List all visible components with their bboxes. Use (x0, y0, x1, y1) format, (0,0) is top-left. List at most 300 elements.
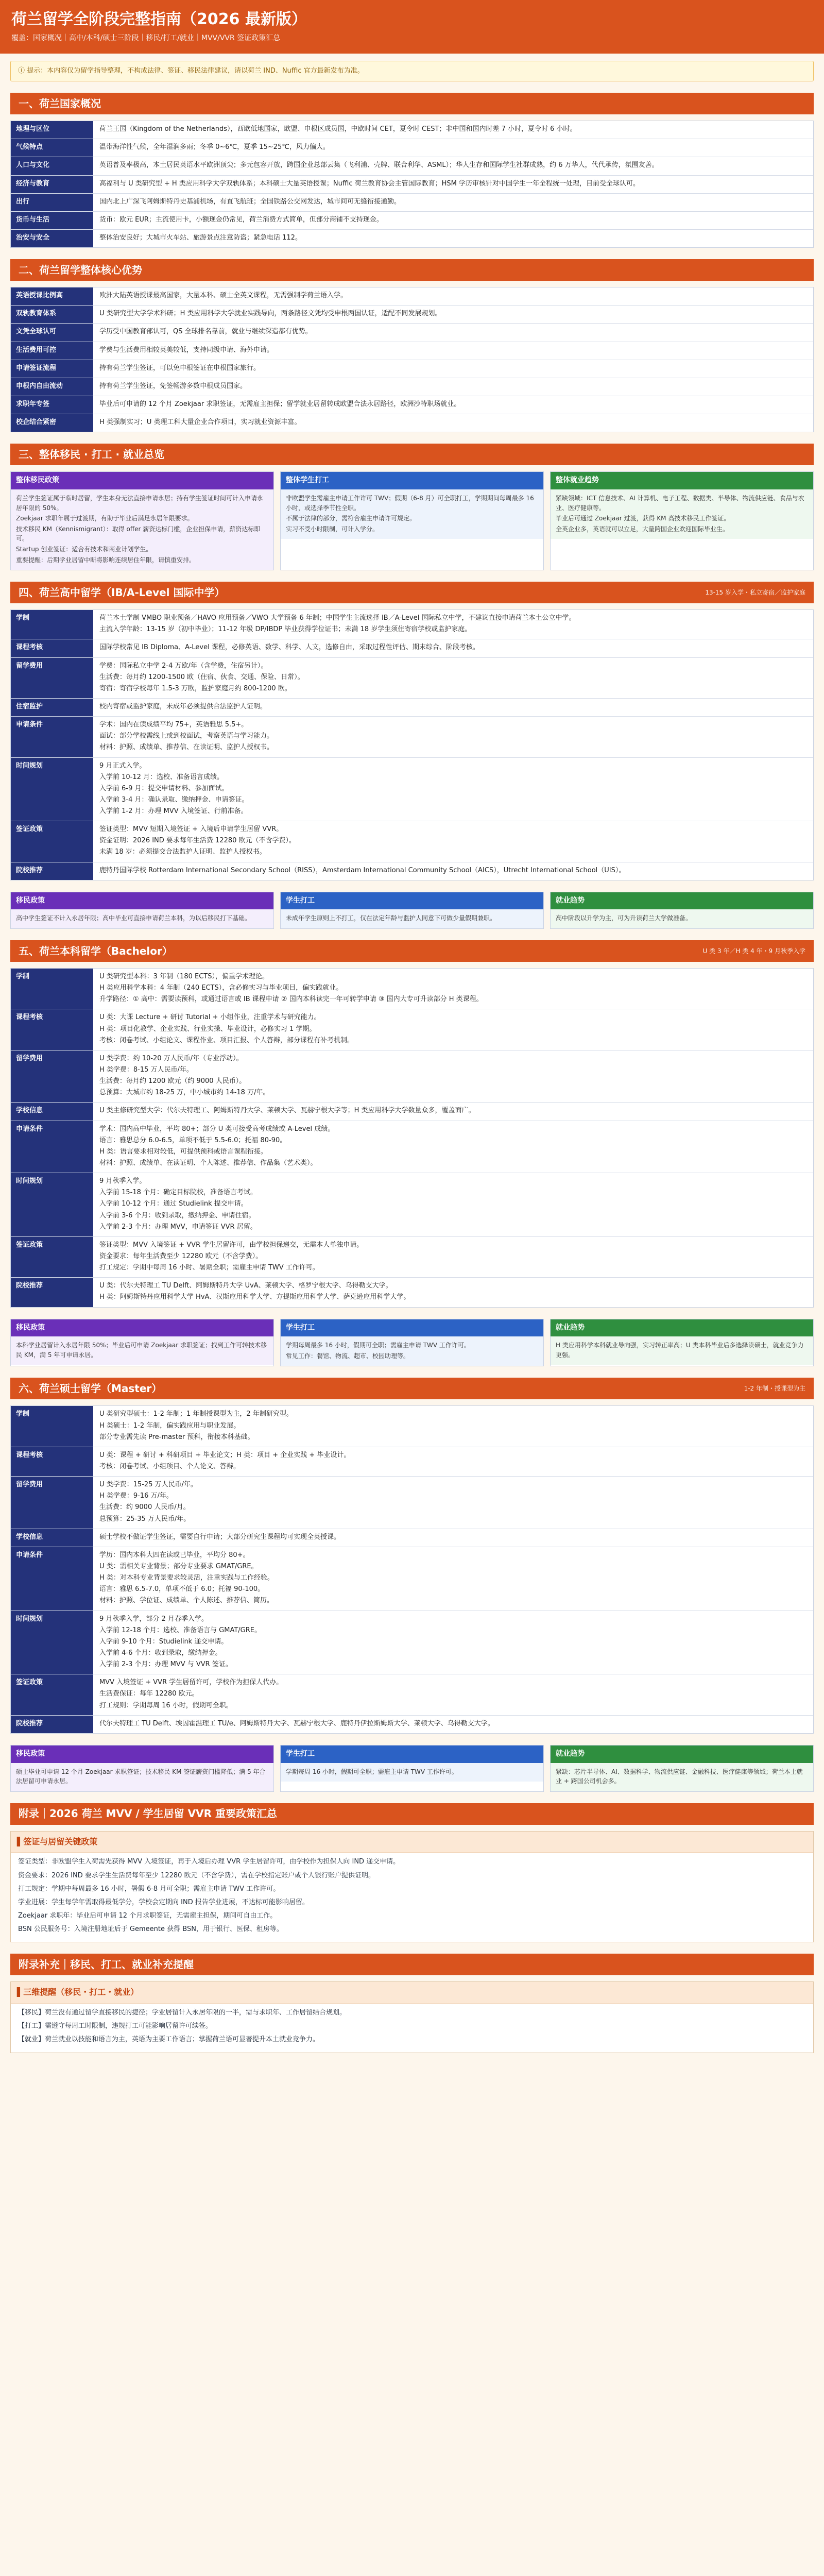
info-table (10, 287, 814, 432)
row-text: 欧洲大陆英语授课最高国家，大量本科、硕士全英文课程，无需强制学荷兰语入学。 (99, 292, 348, 300)
card-group (10, 892, 814, 929)
row-value (93, 1278, 813, 1307)
row-value (93, 1237, 813, 1277)
row-value (93, 758, 813, 821)
card-text: H 类应用科学本科就业导向强，实习转正率高；U 类本科毕业后多选择读硕士，就业竞争力更强。 (556, 1342, 804, 1359)
table-row (11, 658, 813, 699)
row-value (93, 658, 813, 698)
row-value (93, 1447, 813, 1476)
row-text: H 类强制实习；U 类理工科大量企业合作项目，实习就业资源丰富。 (99, 418, 301, 427)
section-title: 附录补充｜移民、打工、就业补充提醒 (19, 1958, 194, 1971)
row-label: 货币与生活 (11, 212, 93, 229)
card-title: 整体学生打工 (281, 472, 543, 489)
row-label: 留学费用 (11, 1477, 93, 1529)
row-text: MVV 入境签证 + VVR 学生居留许可，学校作为担保人代办。 (99, 1679, 283, 1687)
policy-heading: ▌签证与居留关键政策 (11, 1832, 813, 1853)
row-value (93, 1529, 813, 1547)
page-title: 荷兰留学全阶段完整指南（2026 最新版） (11, 10, 307, 28)
card-text: 紧缺领域：ICT 信息技术、AI 计算机、电子工程、数据类、半导体、物流供应链、食品与农业、医疗健康等。 (556, 494, 804, 512)
card-text: 实习不受小时限制，可计入学分。 (286, 525, 379, 533)
row-text: 学费：国际私立中学 2-4 万欧/年（含学费，住宿另计）。 (99, 662, 268, 670)
info-table (10, 968, 814, 1308)
row-text: 资金证明：2026 IND 要求每年生活费 12280 欧元（不含学费）。 (99, 837, 296, 845)
table-row (11, 862, 813, 880)
section-header (10, 1954, 814, 1975)
row-value (93, 699, 813, 716)
row-value (93, 717, 813, 757)
section-header (10, 444, 814, 465)
row-text: 毕业后可申请的 12 个月 Zoekjaar 求职签证，无需雇主担保；留学就业居留转成欧盟合法永居路径，欧洲沙特职场就业。 (99, 400, 461, 408)
card-body (281, 1336, 543, 1366)
row-value (93, 230, 813, 247)
row-value (93, 324, 813, 341)
section-title: 二、荷兰留学整体核心优势 (19, 263, 142, 276)
policy-text: 【移民】荷兰没有通过留学直接移民的捷径；学业居留计入永居年限的一半，需与求职年、工作居留结合规划。 (18, 2009, 347, 2017)
table-row (11, 230, 813, 247)
card-text: 高中阶段以升学为主，可为升读荷兰大学做准备。 (556, 914, 692, 922)
section-header (10, 259, 814, 281)
row-value (93, 378, 813, 396)
table-row (11, 639, 813, 657)
section-header (10, 1378, 814, 1399)
info-card (10, 1319, 274, 1367)
row-text: 代尔夫特理工 TU Delft、埃因霍温理工 TU/e、阿姆斯特丹大学、瓦赫宁根大学、鹿特丹伊拉斯姆斯大学、莱顿大学、乌得勒支大学。 (99, 1719, 494, 1727)
row-label: 申请条件 (11, 717, 93, 757)
row-text: 学术：国内在读成绩平均 75+，英语雅思 5.5+。 (99, 721, 248, 729)
row-label: 院校推荐 (11, 862, 93, 880)
section-title: 附录｜2026 荷兰 MVV / 学生居留 VVR 重要政策汇总 (19, 1807, 277, 1820)
row-label: 院校推荐 (11, 1716, 93, 1733)
card-text: 毕业后可通过 Zoekjaar 过渡，获得 KM 高技术移民工作签证。 (556, 515, 730, 522)
policy-text: 学业进展：学生每学年需取得最低学分，学校会定期向 IND 报告学业进展，不达标可能影响居留。 (18, 1898, 309, 1906)
table-row (11, 360, 813, 378)
section-header (10, 582, 814, 603)
table-row (11, 324, 813, 342)
table-row (11, 1121, 813, 1174)
row-label: 出行 (11, 194, 93, 211)
table-row (11, 1406, 813, 1447)
table-row (11, 610, 813, 639)
card-title: 学生打工 (281, 1745, 543, 1763)
card-text: 全英企业多，英语就可以立足，大量跨国企业欢迎国际毕业生。 (556, 525, 729, 533)
row-text: U 类：大课 Lecture + 研讨 Tutorial + 小组作业，注重学术与研究能力。 (99, 1013, 321, 1022)
row-text: 入学前 10-12 月：选校、准备语言成绩。 (99, 773, 224, 781)
card-title: 就业趋势 (551, 892, 813, 910)
card-group (10, 1319, 814, 1367)
row-text: H 类硕士：1-2 年制，偏实践应用与职业发展。 (99, 1421, 241, 1430)
row-text: 升学路径：① 高中：需要读预科，或通过语言或 IB 课程申请 ② 国内本科读完一年可转学申请 ③ 国内大专可升读部分 H 类课程。 (99, 995, 483, 1004)
row-text: H 类：语言要求相对较低，可提供预科或语言课程衔接。 (99, 1147, 267, 1156)
row-text: 资金要求：每年生活费至少 12280 欧元（不含学费）。 (99, 1252, 263, 1260)
table-row (11, 121, 813, 139)
row-text: 主流入学年龄：13-15 岁（初中毕业）；11-12 年级 DP/IBDP 毕业获得学位证书；未满 18 岁学生须住寄宿学校或监护家庭。 (99, 625, 472, 634)
table-row (11, 342, 813, 360)
card-body (551, 489, 813, 539)
info-card (10, 471, 274, 570)
row-text: 学历：国内本科大四在读或已毕业，平均分 80+。 (99, 1551, 250, 1559)
table-row (11, 1716, 813, 1733)
card-text: Zoekjaar 求职年属于过渡期，有助于毕业后满足永居年限要求。 (16, 515, 194, 522)
policy-text: 打工规定：学期中每周最多 16 小时，暑假 6-8 月可全职；需雇主申请 TWV 工作许可。 (18, 1885, 280, 1893)
row-text: U 类：代尔夫特理工 TU Delft、阿姆斯特丹大学 UvA、莱顿大学、格罗宁根大学、乌得勒支大学。 (99, 1282, 392, 1290)
card-group (10, 1745, 814, 1792)
row-label: 申请条件 (11, 1121, 93, 1173)
policy-text: 资金要求：2026 IND 要求学生生活费每年至少 12280 欧元（不含学费），需在学校指定账户或个人银行账户提供证明。 (18, 1871, 375, 1879)
tip-banner: ⓘ 提示：本内容仅为留学指导整理，不构成法律、签证、移民法律建议，请以荷兰 IND、Nuffic 官方最新发布为准。 (10, 61, 814, 81)
section-header (10, 93, 814, 114)
table-row (11, 1173, 813, 1237)
section-title: 六、荷兰硕士留学（Master） (19, 1382, 162, 1395)
row-label: 签证政策 (11, 821, 93, 861)
policy-text: BSN 公民服务号：入境注册地址后于 Gemeente 获得 BSN，用于银行、医保、租房等。 (18, 1925, 283, 1934)
row-text: U 类主修研究型大学：代尔夫特理工、阿姆斯特丹大学、莱顿大学、瓦赫宁根大学等；H 类应用科学大学数量众多，覆盖面广。 (99, 1107, 475, 1115)
row-text: 持有荷兰学生签证，可以免申根签证在申根国家旅行。 (99, 364, 261, 372)
card-title: 整体就业趋势 (551, 472, 813, 489)
row-text: 总预算：大城市约 18-25 万，中小城市约 14-18 万/年。 (99, 1089, 270, 1097)
row-text: 温带海洋性气候，全年湿润多雨；冬季 0~6℃，夏季 15~25℃，风力偏大。 (99, 143, 330, 151)
row-text: U 类研究型本科：3 年制（180 ECTS），偏重学术理论。 (99, 973, 269, 981)
row-text: 语言：雅思 6.5-7.0，单项不低于 6.0；托福 90-100。 (99, 1585, 265, 1594)
section-note: U 类 3 年／H 类 4 年・9 月秋季入学 (702, 947, 805, 955)
row-text: 入学前 15-18 个月：确定目标院校，准备语言考试。 (99, 1189, 258, 1197)
card-body (281, 909, 543, 928)
card-text: 硕士毕业可申请 12 个月 Zoekjaar 求职签证；技术移民 KM 签证薪资门槛降低；满 5 年合法居留可申请永居。 (16, 1768, 266, 1785)
row-value (93, 157, 813, 175)
row-text: U 类研究型硕士：1-2 年制；1 年制授课型为主，2 年制研究型。 (99, 1410, 293, 1418)
row-text: 入学前 12-18 个月：选校、准备语言与 GMAT/GRE。 (99, 1626, 261, 1634)
row-text: U 类：需相关专业背景；部分专业要求 GMAT/GRE。 (99, 1562, 258, 1570)
table-row (11, 969, 813, 1009)
card-group (10, 471, 814, 570)
card-text: 高中学生签证不计入永居年限；高中毕业可直接申请荷兰本科，为以后移民打下基础。 (16, 914, 251, 922)
info-table (10, 121, 814, 248)
table-row (11, 396, 813, 414)
row-text: 学术：国内高中毕业，平均 80+；部分 U 类可接受高考成绩或 A-Level 成绩。 (99, 1125, 335, 1133)
row-text: U 类研究型大学学术科研；H 类应用科学大学就业实践导向，两条路径文凭均受申根两国认证，适配不同发展规划。 (99, 310, 442, 318)
card-text: 非欧盟学生需雇主申请工作许可 TWV；假期（6-8 月）可全职打工，学期期间每周最多 16 小时，或选择季节性全职。 (286, 494, 534, 512)
table-row (11, 1529, 813, 1547)
row-text: 生活费：每月约 1200 欧元（约 9000 人民币）。 (99, 1077, 246, 1086)
row-label: 人口与文化 (11, 157, 93, 175)
row-text: H 类：对本科专业背景要求较灵活，注重实践与工作经验。 (99, 1574, 274, 1582)
row-text: 9 月正式入学。 (99, 761, 146, 770)
row-text: 入学前 10-12 个月：通过 Studielink 提交申请。 (99, 1200, 248, 1208)
row-label: 申根内自由流动 (11, 378, 93, 396)
row-value (93, 139, 813, 157)
row-text: 入学前 3-6 个月：收到录取，缴纳押金、申请住宿。 (99, 1211, 255, 1219)
card-body (11, 489, 273, 570)
row-label: 学校信息 (11, 1529, 93, 1547)
row-text: 鹿特丹国际学校 Rotterdam International Secondary School（RISS），Amsterdam International Community School（AICS），Utrecht International School（UIS）。 (99, 866, 626, 874)
section-title: 五、荷兰本科留学（Bachelor） (19, 944, 173, 957)
row-text: U 类学费：15-25 万人民币/年。 (99, 1481, 197, 1489)
row-text: 整体治安良好；大城市火车站、旅游景点注意防盗；紧急电话 112。 (99, 233, 302, 242)
row-text: 高福利与 U 类研究型 + H 类应用科学大学双轨体系；本科硕士大量英语授课；Nuffic 荷兰教育协会主管国际教育；HSM 学历审核针对中国学生一年全程统一处理，目前受全球认可。 (99, 179, 640, 188)
row-text: 入学前 6-9 月：提交申请材料、参加面试。 (99, 784, 229, 792)
info-card (10, 1745, 274, 1792)
row-text: 签证类型：MVV 短期入境签证 + 入境后申请学生居留 VVR。 (99, 825, 283, 834)
row-text: 签证类型：MVV 入境签证 + VVR 学生居留许可，由学校担保递交，无需本人单独申请。 (99, 1241, 364, 1249)
row-text: 打工规则：学期每周 16 小时，假期可全职。 (99, 1701, 233, 1709)
section-title: 三、整体移民 · 打工 · 就业总览 (19, 448, 165, 461)
row-text: 面试：部分学校需线上或到校面试，考察英语与学习能力。 (99, 732, 274, 740)
row-text: 寄宿：寄宿学校每年 1.5-3 万欧，监护家庭月约 800-1200 欧。 (99, 684, 291, 692)
row-label: 求职年专签 (11, 396, 93, 414)
row-label: 时间规划 (11, 1173, 93, 1236)
card-title: 移民政策 (11, 892, 273, 910)
row-text: 入学前 3-4 月：确认录取、缴纳押金、申请签证。 (99, 795, 249, 804)
card-body (11, 1763, 273, 1791)
card-text: 未成年学生原则上不打工，仅在法定年龄与监护人同意下可做少量假期兼职。 (286, 914, 496, 922)
row-text: 入学前 1-2 月：办理 MVV 入境签证、行前准备。 (99, 807, 248, 816)
row-label: 课程考核 (11, 639, 93, 657)
row-text: 材料：护照、成绩单、在读证明、个人陈述、推荐信、作品集（艺术类）。 (99, 1159, 317, 1167)
policy-text: Zoekjaar 求职年：毕业后可申请 12 个月求职签证，无需雇主担保，期间可自由工作。 (18, 1912, 277, 1920)
info-card (10, 892, 274, 929)
table-row (11, 287, 813, 306)
table-row (11, 176, 813, 194)
policy-box (10, 1831, 814, 1943)
row-text: H 类：项目化教学、企业实践、行业实操、毕业设计，必修实习 1 学期。 (99, 1025, 316, 1033)
row-text: 货币：欧元 EUR；主流使用卡，小额现金仍常见，荷兰消费方式简单，但部分商铺不支持现金。 (99, 215, 383, 224)
row-label: 气候特点 (11, 139, 93, 157)
table-row (11, 1611, 813, 1675)
info-table (10, 1405, 814, 1733)
card-text: 技术移民 KM（Kennismigrant）：取得 offer 薪资达标门槛，企业担保申请，薪资达标即可。 (16, 525, 261, 543)
row-label: 学制 (11, 969, 93, 1009)
card-text: 本科学业居留计入永居年限 50%；毕业后可申请 Zoekjaar 求职签证；找到工作可转技术移民 KM，满 5 年可申请永居。 (16, 1342, 267, 1359)
row-label: 文凭全球认可 (11, 324, 93, 341)
row-text: 荷兰本土学制 VMBO 职业预备／HAVO 应用预备／VWO 大学预备 6 年制；中国学生主流选择 IB／A-Level 国际私立中学，不建议直接申请荷兰本土公立中学。 (99, 614, 576, 622)
info-card (280, 471, 544, 570)
row-label: 留学费用 (11, 658, 93, 698)
table-row (11, 414, 813, 432)
row-text: 部分专业需先读 Pre-master 预科，衔接本科基础。 (99, 1433, 254, 1441)
section-note: 13-15 岁入学・私立寄宿／监护家庭 (705, 588, 805, 596)
row-text: 9 月秋季入学，部分 2 月春季入学。 (99, 1615, 208, 1623)
info-card (550, 471, 814, 570)
row-value (93, 121, 813, 139)
card-body (551, 909, 813, 928)
card-body (281, 1763, 543, 1782)
section-note: 1-2 年制・授课型为主 (744, 1385, 805, 1393)
row-text: 入学前 2-3 个月：办理 MVV 与 VVR 签证。 (99, 1660, 232, 1669)
table-row (11, 306, 813, 324)
row-text: H 类：阿姆斯特丹应用科学大学 HvA、汉斯应用科学大学、方提斯应用科学大学、萨克逊应用科学大学。 (99, 1293, 410, 1301)
row-value (93, 306, 813, 323)
row-text: 总预算：25-35 万人民币/年。 (99, 1515, 191, 1523)
table-row (11, 1447, 813, 1477)
row-value (93, 1674, 813, 1715)
row-text: 生活费：每月约 1200-1500 欧（住宿、伙食、交通、保险、日常）。 (99, 673, 304, 681)
row-text: 材料：护照、成绩单、推荐信、在读证明、监护人授权书。 (99, 743, 274, 752)
row-text: 硕士学校不做证学生签证，需要自行申请；大部分研究生课程均可实现全英授课。 (99, 1533, 341, 1541)
table-row (11, 1278, 813, 1307)
row-label: 签证政策 (11, 1237, 93, 1277)
policy-text: 签证类型：非欧盟学生入荷需先获得 MVV 入境签证，再于入境后办理 VVR 学生居留许可，由学校作为担保人向 IND 递交申请。 (18, 1858, 400, 1866)
row-label: 时间规划 (11, 758, 93, 821)
info-card (550, 1745, 814, 1792)
card-text: 重要提醒：后期学业居留中断将影响连续居住年限，请慎重安排。 (16, 556, 196, 564)
row-label: 生活费用可控 (11, 342, 93, 360)
row-label: 英语授课比例高 (11, 287, 93, 305)
card-body (551, 1336, 813, 1365)
row-text: 考核：闭卷考试、小组论文、课程作业、项目汇报、个人答辩，部分课程有补考机制。 (99, 1036, 354, 1044)
row-value (93, 639, 813, 657)
row-label: 住宿监护 (11, 699, 93, 716)
table-row (11, 1674, 813, 1715)
row-label: 地理与区位 (11, 121, 93, 139)
row-text: 学历受中国教育部认可，QS 全球排名靠前，就业与继续深造都有优势。 (99, 328, 312, 336)
card-title: 就业趋势 (551, 1745, 813, 1763)
card-text: 学期每周 16 小时，假期可全职；需雇主申请 TWV 工作许可。 (286, 1768, 458, 1775)
row-label: 签证政策 (11, 1674, 93, 1715)
card-title: 学生打工 (281, 892, 543, 910)
row-text: 9 月秋季入学。 (99, 1177, 146, 1185)
policy-heading: ▌三维提醒（移民・打工・就业） (11, 1982, 813, 2004)
table-row (11, 139, 813, 157)
table-row (11, 1477, 813, 1529)
info-card (550, 892, 814, 929)
row-label: 学校信息 (11, 1103, 93, 1120)
row-value (93, 342, 813, 360)
row-label: 留学费用 (11, 1050, 93, 1103)
card-text: 紧缺：芯片半导体、AI、数据科学、物流供应链、金融科技、医疗健康等领域；荷兰本土就业 + 跨国公司机会多。 (556, 1768, 803, 1785)
row-label: 申请签证流程 (11, 360, 93, 378)
card-body (551, 1763, 813, 1791)
row-text: 入学前 9-10 个月：Studielink 递交申请。 (99, 1637, 228, 1646)
info-card (280, 1319, 544, 1367)
row-value (93, 969, 813, 1009)
row-value (93, 194, 813, 211)
row-value (93, 1009, 813, 1049)
row-label: 课程考核 (11, 1009, 93, 1049)
section-header (10, 1803, 814, 1825)
row-text: 国内北上广深飞阿姆斯特丹史基浦机场，有直飞航班；全国铁路公交网发达，城市间可无缝衔接通勤。 (99, 197, 401, 206)
card-text: 学期每周最多 16 小时，假期可全职；需雇主申请 TWV 工作许可。 (286, 1342, 470, 1349)
table-row (11, 758, 813, 822)
row-text: H 类应用科学本科：4 年制（240 ECTS），含必修实习与毕业项目，偏实践就业。 (99, 984, 343, 992)
row-label: 申请条件 (11, 1547, 93, 1611)
info-card (280, 892, 544, 929)
row-text: 持有荷兰学生签证，免签畅游多数申根成员国家。 (99, 382, 247, 390)
row-text: 英语普及率极高，本土居民英语水平欧洲顶尖；多元包容开放，跨国企业总部云集（飞利浦、壳牌、联合利华、ASML）；华人生存和国际学生社群成熟，约 6 万华人，代代承传，氛围友善。 (99, 161, 659, 170)
row-text: 荷兰王国（Kingdom of the Netherlands），西欧低地国家，欧盟、申根区成员国，中欧时间 CET，夏令时 CEST；非中国和国内时差 7 小时，夏令时 6 小时。 (99, 125, 577, 133)
page-header (0, 0, 824, 54)
card-text: 常见工作：餐馆、物流、超市、校园助理等。 (286, 1352, 410, 1360)
table-row (11, 717, 813, 757)
row-label: 课程考核 (11, 1447, 93, 1476)
policy-text: 【打工】需遵守每周工时限制，违规打工可能影响居留许可续签。 (18, 2022, 213, 2030)
row-label: 院校推荐 (11, 1278, 93, 1307)
row-text: U 类学费：约 10-20 万人民币/年（专业浮动）。 (99, 1054, 243, 1062)
row-text: 未满 18 岁：必须提交合法监护人证明、监护人授权书。 (99, 848, 266, 856)
card-title: 就业趋势 (551, 1319, 813, 1337)
row-text: U 类：课程 + 研讨 + 科研项目 + 毕业论文；H 类：项目 + 企业实践 + 毕业设计。 (99, 1451, 351, 1459)
row-value (93, 1611, 813, 1674)
row-text: 学费与生活费用相较英美较低，支持同级申请、海外申请。 (99, 346, 274, 354)
table-row (11, 157, 813, 175)
info-card (550, 1319, 814, 1367)
table-row (11, 212, 813, 230)
row-value (93, 1050, 813, 1103)
table-row (11, 821, 813, 862)
table-row (11, 378, 813, 396)
row-value (93, 610, 813, 639)
page-subtitle: 覆盖：国家概况｜高中/本科/硕士三阶段｜移民/打工/就业｜MVV/VVR 签证政策汇总 (11, 34, 281, 42)
row-value (93, 360, 813, 378)
policy-text: 【就业】荷兰就业以技能和语言为主，英语为主要工作语言；掌握荷兰语可显著提升本土就业竞争力。 (18, 2036, 320, 2044)
row-value (93, 176, 813, 193)
row-text: 生活费保证：每年 12280 欧元。 (99, 1690, 199, 1698)
card-text: 不属于法律的部分，需符合雇主申请许可规定。 (286, 515, 416, 522)
table-row (11, 1237, 813, 1278)
row-text: 入学前 2-3 个月：办理 MVV，申请签证 VVR 居留。 (99, 1223, 257, 1231)
info-card (280, 1745, 544, 1792)
row-text: H 类学费：9-16 万/年。 (99, 1492, 173, 1500)
row-value (93, 1406, 813, 1446)
card-body (11, 1336, 273, 1365)
row-value (93, 1121, 813, 1173)
policy-box (10, 1981, 814, 2053)
section-title: 四、荷兰高中留学（IB/A-Level 国际中学） (19, 586, 225, 599)
card-title: 学生打工 (281, 1319, 543, 1337)
row-value (93, 862, 813, 880)
row-value (93, 1477, 813, 1529)
row-text: 生活费：约 9000 人民币/月。 (99, 1503, 190, 1512)
row-label: 治安与安全 (11, 230, 93, 247)
row-value (93, 396, 813, 414)
row-label: 校企结合紧密 (11, 414, 93, 432)
card-title: 移民政策 (11, 1745, 273, 1763)
card-title: 整体移民政策 (11, 472, 273, 489)
content (0, 93, 824, 2053)
row-label: 双轨教育体系 (11, 306, 93, 323)
row-label: 学制 (11, 1406, 93, 1446)
card-body (281, 489, 543, 539)
section-header (10, 940, 814, 962)
row-text: 打工规定：学期中每周 16 小时、暑期全职；需雇主申请 TWV 工作许可。 (99, 1264, 319, 1272)
card-text: Startup 创业签证：适合有技术和商业计划学生。 (16, 545, 152, 553)
row-value (93, 821, 813, 861)
row-text: 材料：护照、学位证、成绩单、个人陈述、推荐信、简历。 (99, 1597, 274, 1605)
row-value (93, 1173, 813, 1236)
row-value (93, 1103, 813, 1120)
row-text: H 类学费：8-15 万人民币/年。 (99, 1066, 193, 1074)
table-row (11, 1050, 813, 1103)
row-value (93, 212, 813, 229)
row-text: 考核：闭卷考试、小组项目、个人论文、答辩。 (99, 1463, 241, 1470)
card-text: 荷兰学生签证属于临时居留，学生本身无法直接申请永居；持有学生签证时间可计入申请永居年限的 50%。 (16, 494, 264, 512)
row-label: 经济与教育 (11, 176, 93, 193)
row-label: 时间规划 (11, 1611, 93, 1674)
row-label: 学制 (11, 610, 93, 639)
table-row (11, 194, 813, 212)
row-value (93, 414, 813, 432)
table-row (11, 1009, 813, 1050)
row-value (93, 1716, 813, 1733)
row-text: 语言：雅思总分 6.0-6.5，单项不低于 5.5-6.0；托福 80-90。 (99, 1136, 287, 1144)
info-table (10, 609, 814, 880)
policy-body (11, 1853, 813, 1942)
row-value (93, 1547, 813, 1611)
table-row (11, 1547, 813, 1611)
row-value (93, 287, 813, 305)
table-row (11, 1103, 813, 1121)
card-body (11, 909, 273, 928)
table-row (11, 699, 813, 717)
section-title: 一、荷兰国家概况 (19, 97, 101, 110)
